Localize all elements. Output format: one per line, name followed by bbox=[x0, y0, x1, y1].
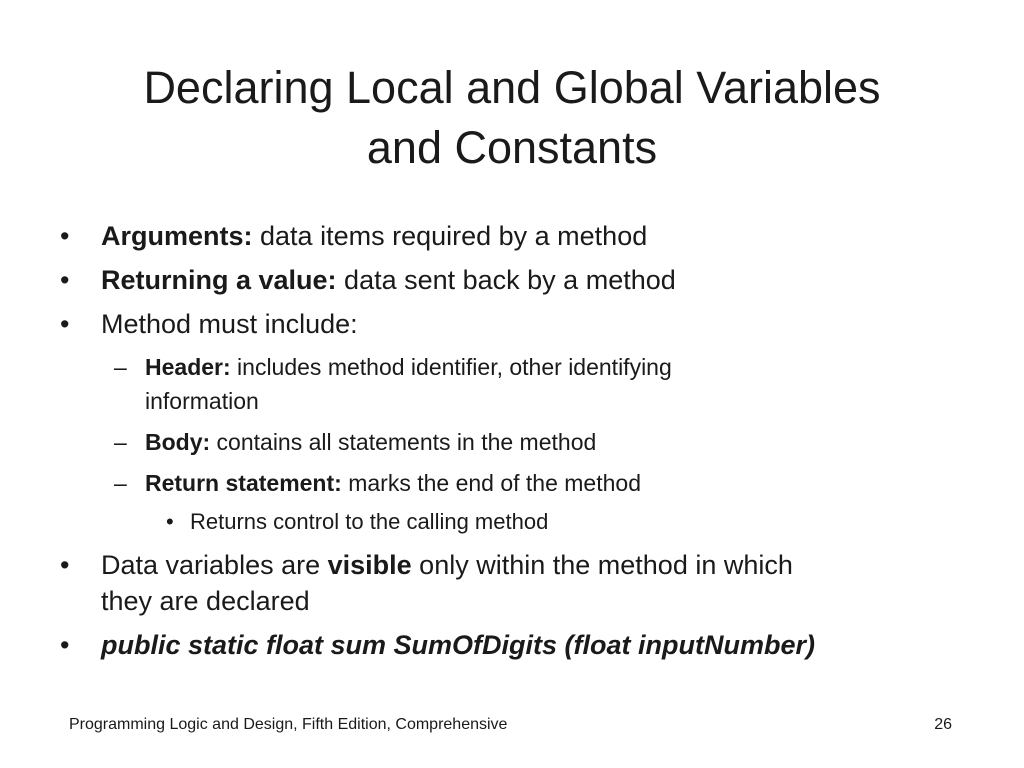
return-statement-term: Return statement: bbox=[145, 470, 342, 496]
slide-title-line-2: and Constants bbox=[366, 122, 658, 173]
bullet-icon: • bbox=[60, 550, 70, 580]
sub-bullet-body bbox=[60, 425, 960, 459]
returning-term: Returning a value: bbox=[101, 265, 337, 295]
method-signature-code: public static float sum SumOfDigits (float inputNumber) bbox=[101, 630, 816, 660]
bullet-icon: • bbox=[60, 630, 70, 660]
sub-sub-bullet-returns-control bbox=[60, 507, 960, 537]
returns-control-text: Returns control to the calling method bbox=[190, 509, 549, 534]
dash-icon: – bbox=[114, 429, 127, 455]
sub-bullet-return-statement bbox=[60, 466, 960, 500]
data-variables-pre: Data variables are bbox=[101, 550, 328, 580]
header-definition-continued: information bbox=[145, 388, 259, 414]
sub-bullet-header bbox=[60, 350, 960, 418]
slide-content bbox=[60, 218, 960, 671]
method-include-text: Method must include: bbox=[101, 309, 358, 339]
data-variables-post: only within the method in which bbox=[411, 550, 793, 580]
bullet-icon: • bbox=[60, 309, 70, 339]
footer-page-number: 26 bbox=[934, 716, 952, 733]
bullet-icon: • bbox=[166, 509, 174, 534]
bullet-icon: • bbox=[60, 221, 70, 251]
data-variables-line-2: they are declared bbox=[101, 586, 310, 616]
footer-book-title: Programming Logic and Design, Fifth Edition, Comprehensive bbox=[69, 716, 508, 733]
bullet-arguments bbox=[60, 218, 960, 254]
slide-title-line-1: Declaring Local and Global Variables bbox=[143, 62, 881, 113]
return-statement-definition: marks the end of the method bbox=[341, 470, 641, 496]
slide-title bbox=[40, 58, 984, 178]
dash-icon: – bbox=[114, 470, 127, 496]
bullet-returning-a-value bbox=[60, 262, 960, 298]
returning-definition: data sent back by a method bbox=[336, 265, 676, 295]
data-variables-visible: visible bbox=[327, 550, 412, 580]
dash-icon: – bbox=[114, 354, 127, 380]
bullet-data-variables bbox=[60, 547, 960, 619]
header-definition: includes method identifier, other identifying bbox=[230, 354, 672, 380]
body-definition: contains all statements in the method bbox=[210, 429, 597, 455]
bullet-method-must-include bbox=[60, 306, 960, 342]
arguments-term: Arguments: bbox=[101, 221, 253, 251]
arguments-definition: data items required by a method bbox=[252, 221, 648, 251]
header-term: Header: bbox=[145, 354, 231, 380]
body-term: Body: bbox=[145, 429, 211, 455]
bullet-method-signature bbox=[60, 627, 960, 663]
bullet-icon: • bbox=[60, 265, 70, 295]
